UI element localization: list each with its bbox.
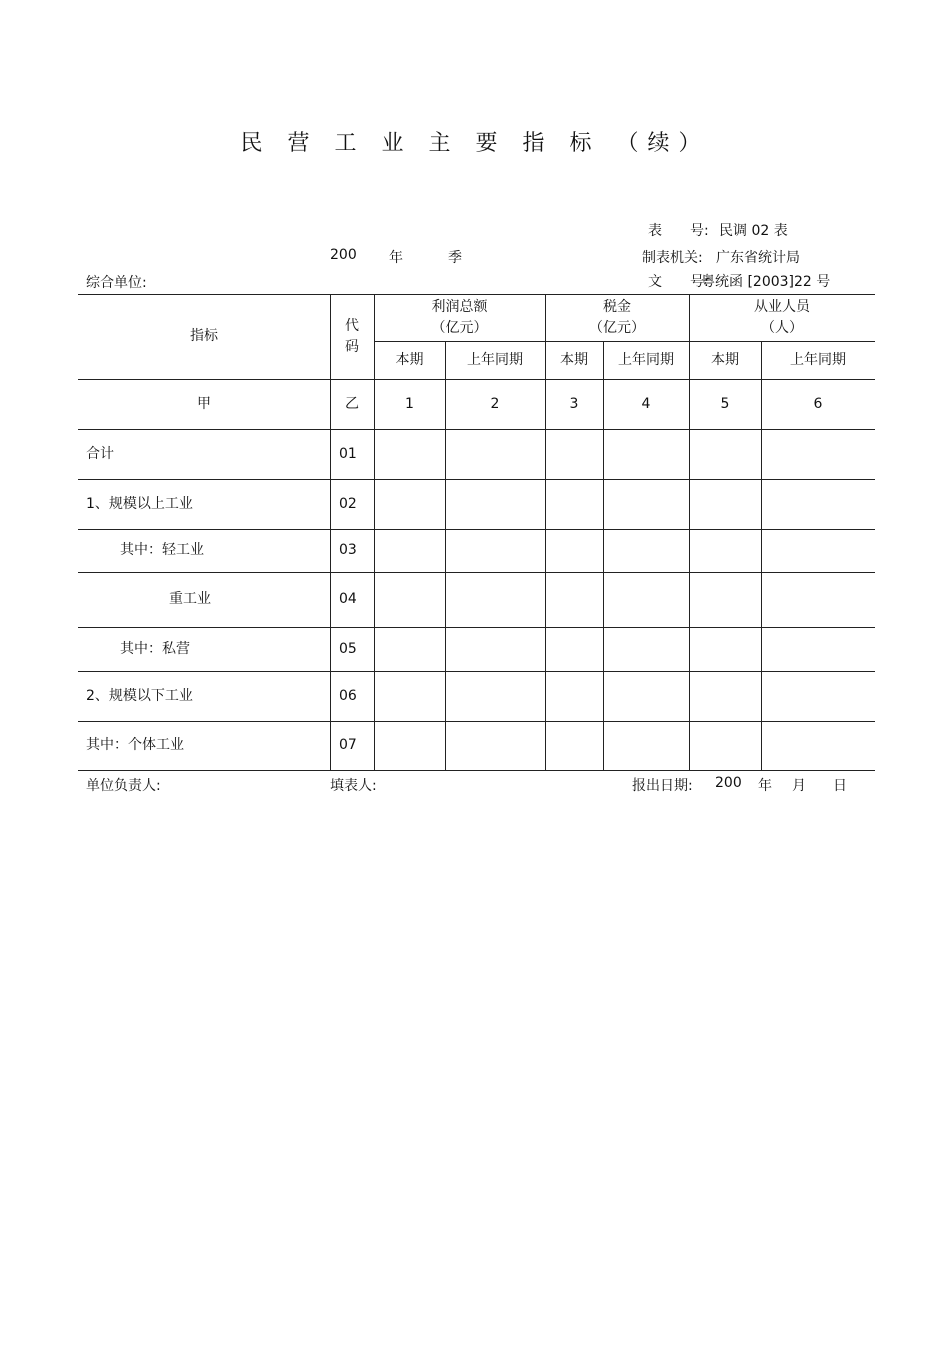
subheader-cell: 上年同期 [790, 351, 846, 368]
row-code: 04 [339, 591, 357, 607]
group-name: 利润总额 [431, 298, 488, 315]
row-code: 07 [339, 737, 357, 753]
date-month-unit: 月 [792, 778, 806, 794]
subheader-cell: 本期 [560, 351, 588, 368]
row-label: 合计 [86, 445, 114, 462]
header-group-profit [374, 294, 545, 341]
col-index-indicator: 甲 [197, 395, 211, 412]
col-index-number: 2 [490, 395, 500, 412]
date-label: 报出日期: [632, 778, 693, 794]
group-unit: （亿元） [431, 319, 488, 336]
page-title: 民 营 工 业 主 要 指 标 （续） [240, 131, 710, 156]
date-day-unit: 日 [833, 778, 847, 794]
row-label: 其中：个体工业 [86, 737, 184, 753]
row-code: 02 [339, 495, 357, 512]
header-code-line1: 代 [345, 317, 359, 334]
row-code: 06 [339, 687, 357, 704]
authority-label: 制表机关: [642, 250, 703, 266]
subheader-cell: 上年同期 [618, 351, 674, 368]
row-label: 其中：私营 [120, 640, 190, 657]
row-label: 1、规模以上工业 [86, 495, 193, 512]
unit-label: 综合单位: [86, 275, 147, 291]
table-bottom-border [78, 770, 875, 771]
date-year: 200 [715, 775, 742, 791]
table-no-label: 表 号: [648, 223, 709, 239]
doc-no-value: 粤统函 [2003]22 号 [701, 274, 831, 290]
col-index-number: 5 [720, 395, 730, 412]
group-unit: （人） [761, 319, 803, 336]
col-index-number: 1 [405, 395, 414, 412]
group-unit: （亿元） [589, 319, 645, 336]
row-code: 05 [339, 640, 357, 657]
responsible-label: 单位负责人: [86, 778, 161, 794]
group-name: 从业人员 [754, 298, 810, 315]
header-code [330, 294, 374, 379]
subheader-cell: 本期 [395, 351, 424, 368]
period-year-label: 年 [389, 250, 403, 266]
header-group-tax [545, 294, 689, 341]
row-label: 重工业 [169, 591, 211, 607]
subheader-cell: 上年同期 [467, 351, 523, 368]
header-code-line2: 码 [345, 338, 359, 355]
table-no-value: 民调 02 表 [719, 223, 788, 239]
row-label: 2、规模以下工业 [86, 687, 193, 704]
period-year-value: 200 [330, 247, 357, 263]
date-year-unit: 年 [758, 778, 772, 794]
header-indicator: 指标 [190, 328, 218, 344]
col-index-code: 乙 [345, 395, 359, 412]
filler-label: 填表人: [330, 778, 377, 794]
col-index-number: 3 [569, 395, 579, 412]
row-code: 01 [339, 445, 357, 462]
period-quarter-label: 季 [448, 250, 462, 266]
doc-no-label: 文 号: [648, 274, 709, 290]
header-group-employees [689, 294, 875, 341]
group-name: 税金 [603, 298, 631, 315]
col-index-number: 6 [813, 395, 823, 412]
row-code: 03 [339, 542, 357, 558]
row-label: 其中：轻工业 [120, 542, 204, 558]
col-index-number: 4 [641, 395, 651, 412]
subheader-cell: 本期 [711, 351, 739, 368]
authority-value: 广东省统计局 [716, 250, 800, 266]
